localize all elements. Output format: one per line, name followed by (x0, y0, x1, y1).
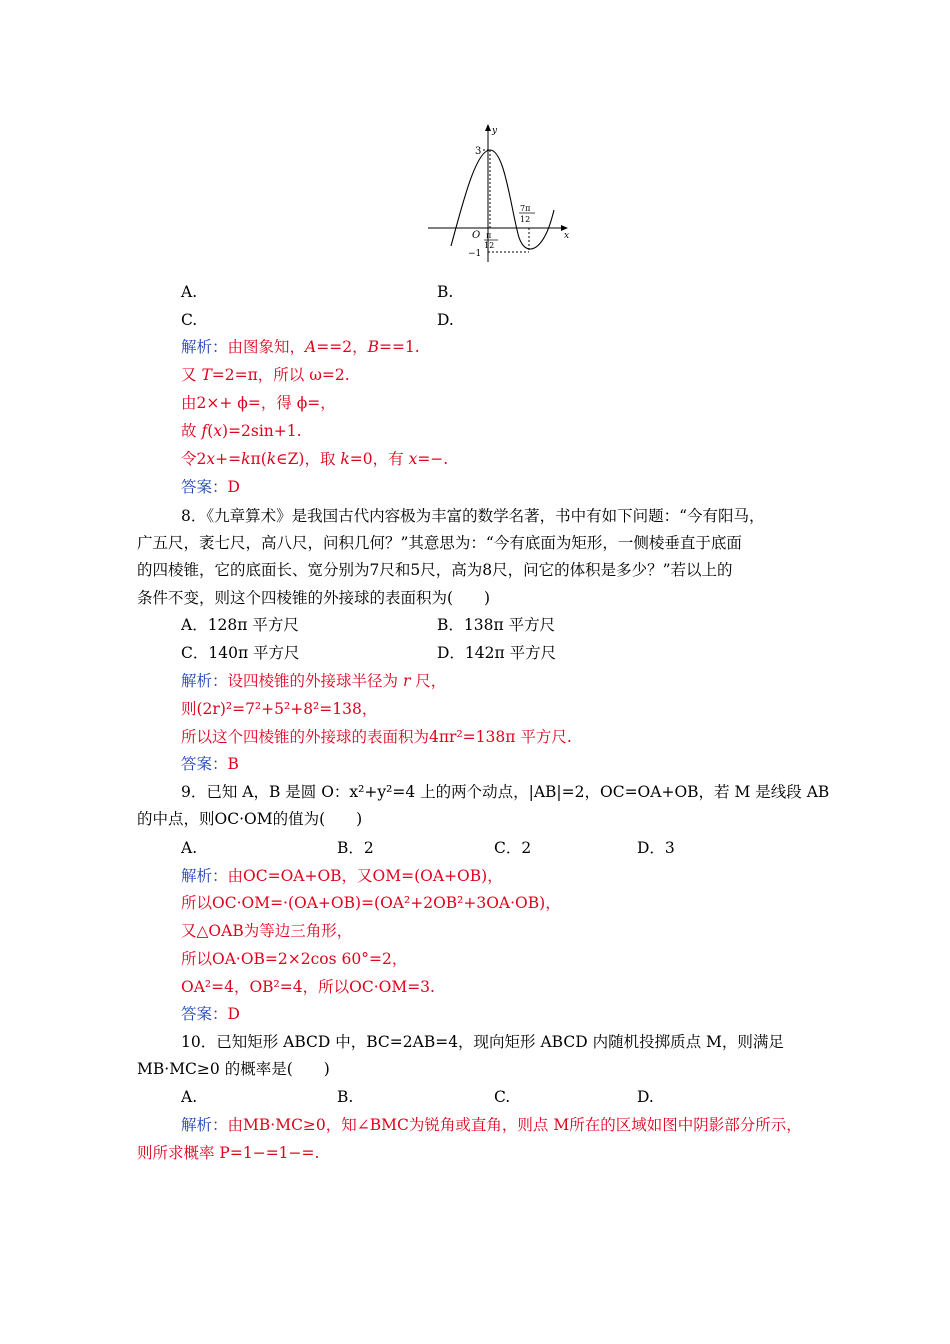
x-axis-label: x (564, 231, 570, 241)
sine-graph-figure (428, 122, 572, 262)
q10-solution-line-1: 解析：由MB·MC≥0，知∠BMC为锐角或直角，则点 M所在的区域如图中阴影部分所示， (181, 1116, 802, 1134)
q10-solution-line-2: 则所求概率 P=1−=1−=. (137, 1144, 320, 1162)
answer-value: B (227, 755, 239, 773)
solution-label: 解析： (181, 672, 228, 690)
q8-option-d: D．142π 平方尺 (437, 644, 557, 662)
sine-curve (451, 150, 554, 249)
q7-solution-line-5: 令2x+=kπ(k∈Z)，取 k=0，有 x=−. (181, 450, 449, 468)
answer-label: 答案： (181, 1005, 228, 1023)
q9-solution-line-5: OA²=4，OB²=4，所以OC·OM=3. (181, 978, 435, 996)
q7-solution-line-2: 又 T=2=π，所以 ω=2. (181, 366, 350, 384)
answer-value: D (227, 478, 240, 496)
q9-text-line-2: 的中点，则OC·OM的值为( ) (137, 810, 363, 828)
q10-text-line-1: 10．已知矩形 ABCD 中，BC=2AB=4，现向矩形 ABCD 内随机投掷质点 M，则满足 (181, 1033, 784, 1051)
q10-option-b: B. (337, 1088, 354, 1106)
q10-text-line-2: MB·MC≥0 的概率是( ) (137, 1060, 330, 1078)
q9-solution-line-4: 所以OA·OB=2×2cos 60°=2， (181, 950, 408, 968)
solution-label: 解析： (181, 867, 228, 885)
7pi-over-12-num: 7π (520, 204, 531, 213)
q9-option-b: B．2 (337, 839, 374, 857)
label-minus-1: −1 (468, 249, 482, 259)
answer-label: 答案： (181, 755, 228, 773)
q9-option-c: C．2 (494, 839, 532, 857)
sine-graph (428, 122, 572, 262)
q7-solution-line-3: 由2×+ ϕ=，得 ϕ=， (181, 394, 336, 412)
origin-label: O (472, 230, 481, 241)
q9-solution-line-3: 又△OAB为等边三角形， (181, 922, 353, 940)
q8-answer (181, 753, 239, 775)
q8-solution-line-1: 解析：设四棱锥的外接球半径为 r 尺， (181, 672, 447, 690)
label-3: 3 (475, 146, 482, 157)
q9-option-d: D．3 (637, 839, 675, 857)
answer-label: 答案： (181, 478, 228, 496)
q8-text-line-1: 8．《九章算术》是我国古代内容极为丰富的数学名著，书中有如下问题：“今有阳马， (181, 507, 765, 525)
q8-text-line-3: 的四棱锥，它的底面长、宽分别为7尺和5尺，高为8尺，问它的体积是多少？”若以上的 (137, 561, 733, 579)
q10-option-c: C. (494, 1088, 511, 1106)
y-axis-label: y (492, 126, 498, 136)
y-axis-arrow (485, 124, 491, 131)
q8-text-line-4: 条件不变，则这个四棱锥的外接球的表面积为( ) (137, 589, 491, 607)
7pi-over-12-den: 12 (520, 215, 531, 224)
q7-option-a: A. (181, 283, 198, 301)
q7-option-c: C. (181, 311, 198, 329)
q7-solution-line-1: 解析：由图象知，A==2，B==1. (181, 338, 420, 356)
q7-option-d: D. (437, 311, 454, 329)
q7-option-b: B. (437, 283, 454, 301)
q8-solution-line-2: 则(2r)²=7²+5²+8²=138， (181, 700, 378, 718)
q7-answer (181, 476, 240, 498)
q9-text-line-1: 9．已知 A，B 是圆 O：x²+y²=4 上的两个动点，|AB|=2，OC=OA+OB，若 M 是线段 AB (181, 783, 830, 801)
solution-label: 解析： (181, 338, 228, 356)
answer-value: D (227, 1005, 240, 1023)
q8-option-c: C．140π 平方尺 (181, 644, 300, 662)
q8-solution-line-3: 所以这个四棱锥的外接球的表面积为4πr²=138π 平方尺. (181, 728, 572, 746)
q8-text-line-2: 广五尺，袤七尺，高八尺，问积几何？”其意思为：“今有底面为矩形，一侧棱垂直于底面 (137, 534, 742, 552)
pi-over-12-num: π (486, 231, 492, 240)
q10-option-a: A. (181, 1088, 198, 1106)
pi-over-12-den: 12 (484, 241, 495, 250)
q8-option-a: A．128π 平方尺 (181, 616, 299, 634)
q9-answer (181, 1003, 240, 1025)
q8-option-b: B．138π 平方尺 (437, 616, 556, 634)
q9-solution-line-1: 解析：由OC=OA+OB，又OM=(OA+OB)， (181, 867, 503, 885)
q9-solution-line-2: 所以OC·OM=·(OA+OB)=(OA²+2OB²+3OA·OB)， (181, 894, 561, 912)
q7-solution-line-4: 故 f(x)=2sin+1. (181, 422, 302, 440)
solution-label: 解析： (181, 1116, 228, 1134)
q9-option-a: A. (181, 839, 198, 857)
q10-option-d: D. (637, 1088, 654, 1106)
